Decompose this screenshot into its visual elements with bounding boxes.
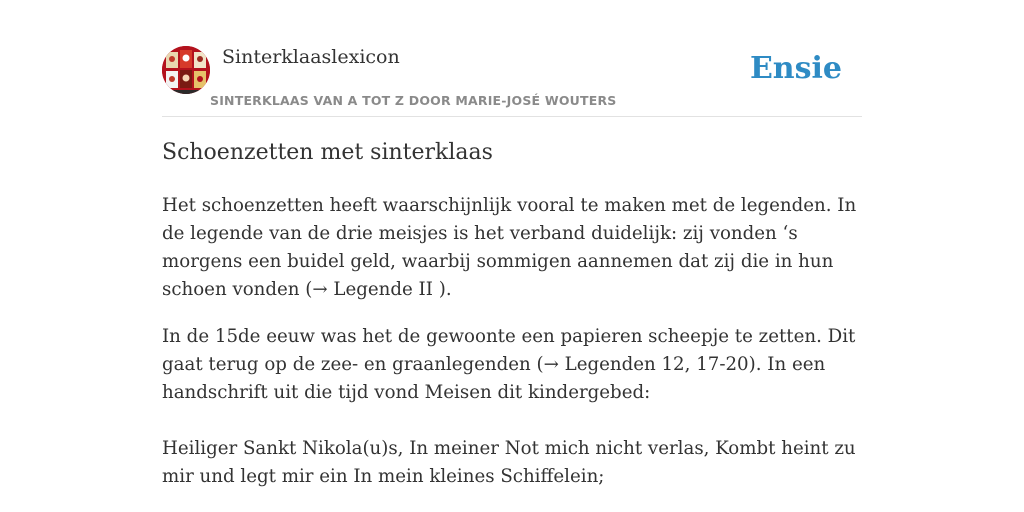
site-header [162, 46, 862, 117]
avatar[interactable] [162, 46, 210, 94]
sinterklaas-collage-icon [162, 46, 210, 94]
paragraph-text: ). In een handschrift uit die tijd vond Meisen dit kindergebed: [162, 354, 826, 403]
legenden-link[interactable]: → Legenden 12, 17-20 [543, 354, 749, 375]
article-paragraph-2 [162, 323, 870, 407]
article-paragraph-3: Heiliger Sankt Nikola(u)s, In meiner Not mich nicht verlas, Kombt heint zu mir und legt mir ein In mein kleines Schiffelein; [162, 438, 856, 487]
article-title: Schoenzetten met sinterklaas [162, 140, 493, 165]
paragraph-text: ). [432, 279, 452, 300]
site-subtitle: SINTERKLAAS VAN A TOT Z DOOR MARIE-JOSÉ WOUTERS [210, 93, 617, 108]
legende-ii-link[interactable]: → Legende II [312, 279, 433, 300]
site-name-link[interactable]: Sinterklaaslexicon [222, 46, 400, 68]
article-paragraph-1 [162, 192, 870, 304]
paragraph-text: In de 15de eeuw was het de gewoonte een papieren scheepje te zetten. Dit gaat terug op de zee- en graanlegenden ( [162, 326, 856, 375]
ensie-logo-link[interactable]: Ensie [749, 51, 842, 86]
paragraph-text: Het schoenzetten heeft waarschijnlijk vooral te maken met de legenden. In de legende van de drie meisjes is het verband duidelijk: zij vonden ‘s morgens een buidel geld, waarbij sommigen aannemen dat zij die in hun schoen vonden ( [162, 195, 857, 300]
